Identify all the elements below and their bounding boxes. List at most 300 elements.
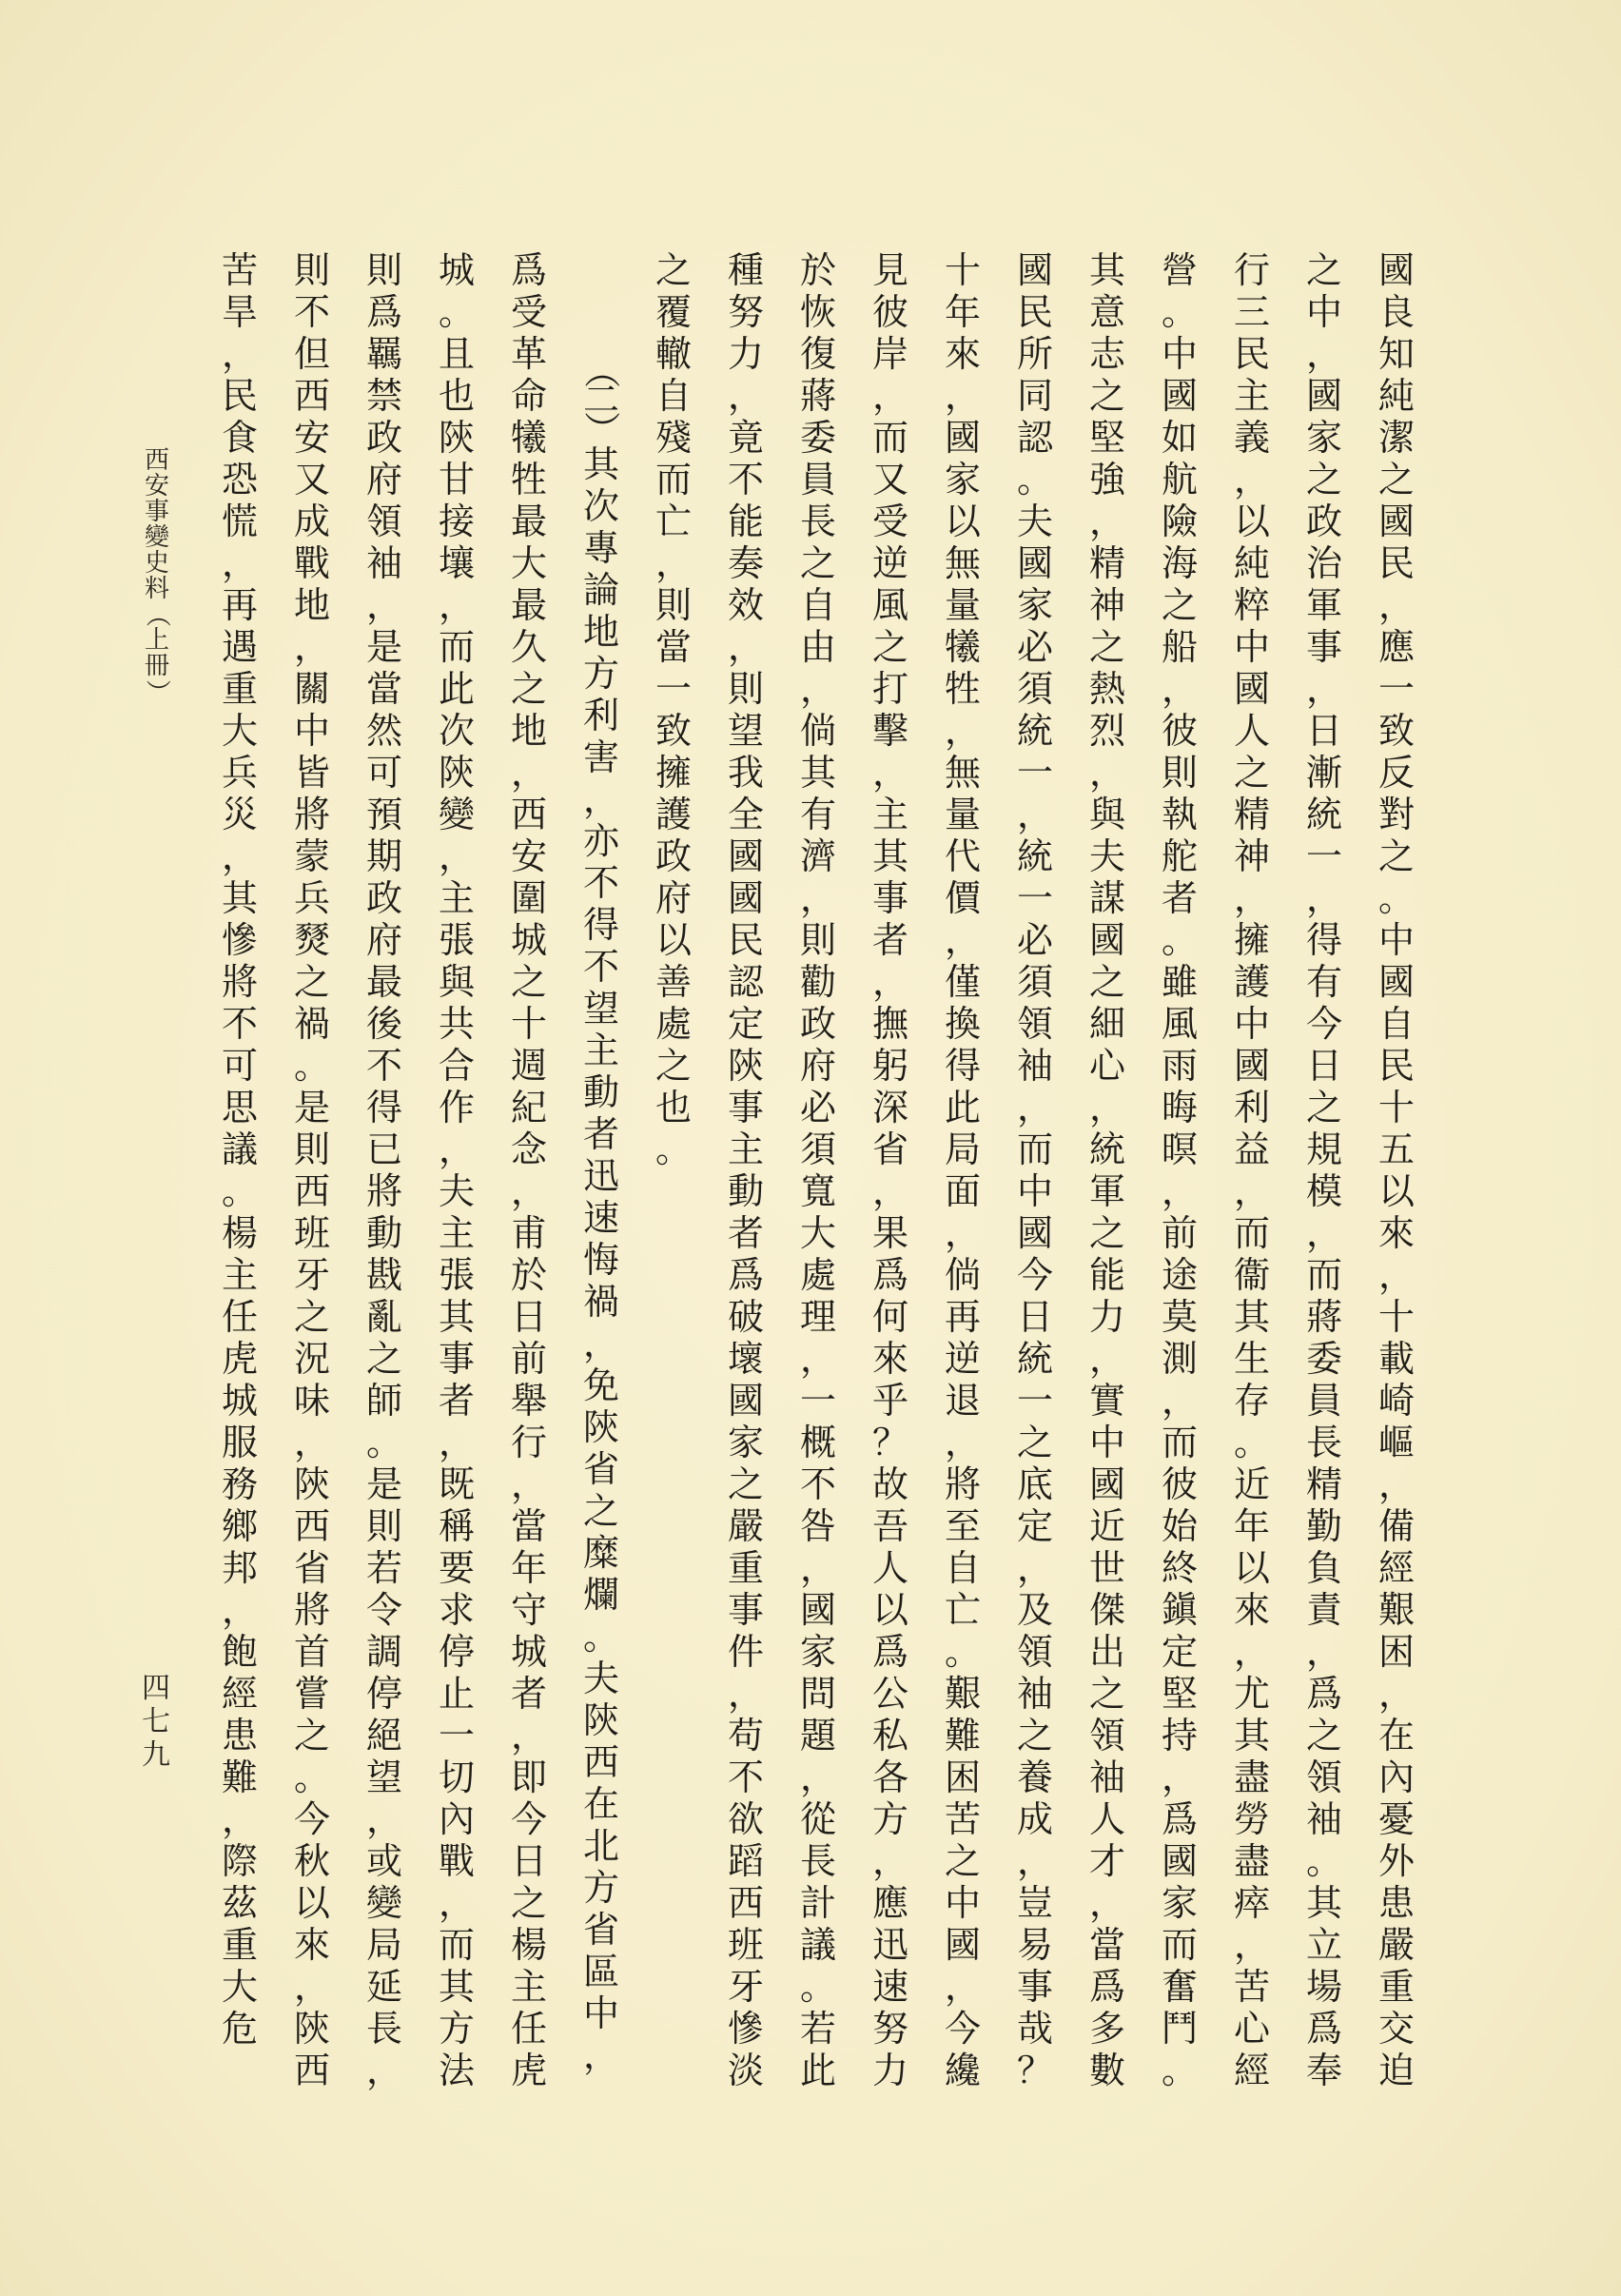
character: 須 — [1016, 961, 1053, 1003]
character: 來 — [944, 333, 981, 375]
character: 大 — [510, 542, 547, 584]
punctuation-mark: ， — [365, 584, 402, 626]
character: 效 — [727, 584, 764, 626]
text-column — [1231, 249, 1273, 2091]
character: 得 — [944, 1045, 981, 1087]
page-number — [140, 1672, 172, 1772]
character: 戰 — [438, 1840, 475, 1882]
character: 自 — [654, 375, 692, 417]
character: 員 — [799, 459, 836, 500]
punctuation-mark: ， — [944, 710, 981, 752]
character: 則 — [365, 249, 402, 291]
character: 令 — [365, 1589, 402, 1631]
punctuation-mark: ， — [510, 752, 547, 794]
character: 民 — [1377, 1045, 1415, 1087]
character: 認 — [727, 961, 764, 1003]
character: 在 — [1377, 1715, 1415, 1756]
character: 則 — [654, 584, 692, 626]
character: 種 — [727, 249, 764, 291]
character: 蒙 — [293, 835, 330, 877]
character: 戰 — [293, 542, 330, 584]
character: 最 — [510, 584, 547, 626]
character: 長 — [1305, 1422, 1342, 1463]
character: 轍 — [654, 333, 692, 375]
character: 數 — [1088, 2050, 1125, 2091]
punctuation-mark: ？ — [871, 1422, 908, 1463]
character: 主 — [438, 1212, 475, 1254]
punctuation-mark: 。 — [944, 1631, 981, 1673]
character: 強 — [1088, 459, 1125, 500]
character: 陝 — [438, 417, 475, 459]
character: 義 — [1233, 417, 1270, 459]
character: 中 — [1233, 626, 1270, 668]
character: 則 — [293, 1128, 330, 1170]
character: 困 — [1377, 1631, 1415, 1673]
character: 逆 — [944, 1338, 981, 1380]
character: 載 — [1377, 1338, 1415, 1380]
character: 夫 — [438, 1170, 475, 1212]
character: 次 — [582, 485, 619, 527]
character: 之 — [510, 668, 547, 710]
character: 退 — [944, 1380, 981, 1422]
character: 紀 — [510, 1087, 547, 1128]
punctuation-mark: ， — [582, 778, 619, 820]
character: 可 — [221, 1045, 258, 1087]
character: 鄉 — [221, 1505, 258, 1547]
character: 次 — [438, 710, 475, 752]
punctuation-mark: ， — [438, 1128, 475, 1170]
character: 嘗 — [293, 1673, 330, 1715]
character: 蔣 — [799, 375, 836, 417]
character: 守 — [510, 1589, 547, 1631]
character: 經 — [1377, 1547, 1415, 1589]
character: 漸 — [1305, 752, 1342, 794]
character: 府 — [799, 1045, 836, 1087]
character: 致 — [1377, 710, 1415, 752]
character: 最 — [365, 961, 402, 1003]
character: 來 — [293, 1924, 330, 1966]
character: 動 — [582, 1071, 619, 1113]
character: ） — [579, 410, 622, 447]
character: 家 — [727, 1422, 764, 1463]
character: 九 — [142, 1737, 170, 1772]
character: 嚴 — [1377, 1924, 1415, 1966]
character: 革 — [510, 333, 547, 375]
character: 議 — [799, 1924, 836, 1966]
character: 存 — [1233, 1380, 1270, 1422]
character: 內 — [1377, 1756, 1415, 1798]
character: 務 — [221, 1463, 258, 1505]
character: 一 — [1377, 668, 1415, 710]
character: 不 — [727, 1756, 764, 1798]
character: 行 — [510, 1422, 547, 1463]
character: 其 — [438, 1966, 475, 2008]
character: 竟 — [727, 417, 764, 459]
character: 努 — [871, 2008, 908, 2050]
character: 其 — [799, 752, 836, 794]
character: 今 — [1016, 1254, 1053, 1296]
character: 國 — [799, 1589, 836, 1631]
character: 有 — [799, 794, 836, 835]
character: 牙 — [727, 1966, 764, 2008]
character: 覆 — [654, 291, 692, 333]
text-column — [363, 249, 405, 2091]
character: 底 — [1016, 1463, 1053, 1505]
character: 之 — [1377, 835, 1415, 877]
character: 將 — [365, 1170, 402, 1212]
character: 日 — [1305, 710, 1342, 752]
character: 場 — [1305, 1966, 1342, 2008]
character: 議 — [221, 1128, 258, 1170]
character: 爲 — [1161, 1798, 1198, 1840]
character: 此 — [799, 2050, 836, 2091]
character: 主 — [871, 794, 908, 835]
character: 擊 — [871, 710, 908, 752]
character: 夫 — [1088, 835, 1125, 877]
character: 統 — [1016, 710, 1053, 752]
punctuation-mark: ， — [1233, 1631, 1270, 1673]
punctuation-mark: ， — [510, 1463, 547, 1505]
punctuation-mark: ， — [1305, 1212, 1342, 1254]
character: 袖 — [365, 542, 402, 584]
character: 望 — [365, 1756, 402, 1798]
character: 瘁 — [1233, 1882, 1270, 1924]
character: 主 — [1233, 375, 1270, 417]
punctuation-mark: 。 — [293, 1756, 330, 1798]
punctuation-mark: ， — [438, 835, 475, 877]
character: 十 — [944, 249, 981, 291]
character: 今 — [293, 1798, 330, 1840]
character: 迫 — [1377, 2050, 1415, 2091]
punctuation-mark: ， — [1233, 1170, 1270, 1212]
character: 出 — [1088, 1631, 1125, 1673]
character: 國 — [1161, 375, 1198, 417]
character: 經 — [221, 1673, 258, 1715]
text-column — [436, 249, 478, 2091]
character: 國 — [727, 877, 764, 919]
character: 盡 — [1233, 1840, 1270, 1882]
punctuation-mark: 。 — [365, 1422, 402, 1463]
character: 地 — [510, 710, 547, 752]
character: 不 — [582, 862, 619, 904]
character: 旱 — [221, 291, 258, 333]
character: 西 — [293, 375, 330, 417]
character: 而 — [1305, 1254, 1342, 1296]
character: 中 — [1088, 1422, 1125, 1463]
character: 堅 — [1161, 1673, 1198, 1715]
character: 鬥 — [1161, 2008, 1198, 2050]
character: 以 — [1233, 1547, 1270, 1589]
punctuation-mark: ， — [1088, 1882, 1125, 1924]
character: 府 — [654, 877, 692, 919]
character: 當 — [510, 1505, 547, 1547]
character: 不 — [293, 291, 330, 333]
punctuation-mark: ， — [1305, 1631, 1342, 1673]
character: 無 — [944, 542, 981, 584]
character: 論 — [582, 569, 619, 611]
character: 一 — [654, 668, 692, 710]
character: 迅 — [582, 1155, 619, 1197]
character: 險 — [1161, 500, 1198, 542]
character: 長 — [799, 1840, 836, 1882]
text-column-section-heading — [579, 351, 622, 2076]
character: 躬 — [871, 1045, 908, 1087]
character: 執 — [1161, 794, 1198, 835]
character: 國 — [1305, 375, 1342, 417]
character: 之 — [510, 1882, 547, 1924]
character: 爲 — [727, 1254, 764, 1296]
character: 一 — [1305, 835, 1342, 877]
character: 甘 — [438, 459, 475, 500]
character: 自 — [944, 1547, 981, 1589]
character: 中 — [293, 710, 330, 752]
character: 動 — [365, 1212, 402, 1254]
character: 者 — [1161, 877, 1198, 919]
character: 也 — [654, 1087, 692, 1128]
character: 方 — [582, 1867, 619, 1909]
character: 飽 — [221, 1631, 258, 1673]
character: 者 — [582, 1113, 619, 1155]
character: 領 — [1088, 1715, 1125, 1756]
character: 擁 — [1233, 919, 1270, 961]
character: 得 — [582, 904, 619, 946]
character: 寬 — [799, 1170, 836, 1212]
punctuation-mark: ， — [944, 375, 981, 417]
character: 日 — [510, 1840, 547, 1882]
character: 精 — [1233, 794, 1270, 835]
character: 應 — [1377, 626, 1415, 668]
character: 從 — [799, 1798, 836, 1840]
punctuation-mark: 。 — [654, 1128, 692, 1170]
character: 而 — [654, 459, 692, 500]
character: 中 — [1016, 1170, 1053, 1212]
character: 恢 — [799, 291, 836, 333]
character: 政 — [1305, 500, 1342, 542]
character: 不 — [799, 1463, 836, 1505]
character: 責 — [1305, 1589, 1342, 1631]
character: 十 — [510, 1003, 547, 1045]
character: 軍 — [1305, 584, 1342, 626]
character: 定 — [1016, 1505, 1053, 1547]
character: 牙 — [293, 1254, 330, 1296]
character: 此 — [438, 668, 475, 710]
character: 動 — [727, 1170, 764, 1212]
character: 遇 — [221, 626, 258, 668]
character: 當 — [365, 668, 402, 710]
character: 變 — [144, 522, 169, 552]
punctuation-mark: ， — [221, 1798, 258, 1840]
character: 爲 — [1305, 2008, 1342, 2050]
character: 是 — [365, 1463, 402, 1505]
character: 兵 — [293, 877, 330, 919]
character: 皆 — [293, 752, 330, 794]
character: 首 — [293, 1631, 330, 1673]
character: 民 — [727, 919, 764, 961]
character: 其 — [438, 1296, 475, 1338]
character: 專 — [582, 527, 619, 569]
character: 此 — [944, 1087, 981, 1128]
character: 城 — [510, 1631, 547, 1673]
character: 重 — [1377, 1966, 1415, 2008]
punctuation-mark: ， — [944, 1422, 981, 1463]
character: 須 — [799, 1128, 836, 1170]
character: 以 — [1377, 1170, 1415, 1212]
character: 治 — [1305, 542, 1342, 584]
character: 模 — [1305, 1170, 1342, 1212]
character: 致 — [654, 710, 692, 752]
character: 故 — [871, 1463, 908, 1505]
character: 地 — [293, 584, 330, 626]
character: 處 — [654, 1003, 692, 1045]
character: 來 — [871, 1338, 908, 1380]
punctuation-mark: ？ — [1016, 2050, 1053, 2091]
character: 主 — [221, 1254, 258, 1296]
punctuation-mark: ， — [221, 542, 258, 584]
character: 之 — [365, 1338, 402, 1380]
character: 多 — [1088, 2008, 1125, 2050]
character: 絕 — [365, 1715, 402, 1756]
character: 班 — [293, 1212, 330, 1254]
character: 須 — [1016, 668, 1053, 710]
character: 週 — [510, 1045, 547, 1087]
character: 而 — [438, 1924, 475, 1966]
character: 統 — [1305, 794, 1342, 835]
character: 之 — [1305, 1087, 1342, 1128]
character: 主 — [438, 877, 475, 919]
character: 同 — [1016, 375, 1053, 417]
character: 潔 — [1377, 417, 1415, 459]
character: 國 — [944, 417, 981, 459]
punctuation-mark: 。 — [1305, 1840, 1342, 1882]
character: 當 — [1088, 1924, 1125, 1966]
character: 大 — [221, 710, 258, 752]
character: 內 — [438, 1798, 475, 1840]
character: 定 — [727, 1003, 764, 1045]
character: 護 — [654, 794, 692, 835]
punctuation-mark: ， — [944, 919, 981, 961]
character: 袖 — [1305, 1798, 1342, 1840]
character: 蹈 — [727, 1840, 764, 1882]
character: 利 — [1233, 1087, 1270, 1128]
character: 地 — [582, 611, 619, 653]
text-column — [508, 249, 550, 2091]
character: 規 — [1305, 1128, 1342, 1170]
character: 護 — [1233, 961, 1270, 1003]
character: 交 — [1377, 2008, 1415, 2050]
character: 政 — [365, 417, 402, 459]
character: 夫 — [1016, 500, 1053, 542]
character: 經 — [1233, 2050, 1270, 2091]
punctuation-mark: 。 — [1233, 1422, 1270, 1463]
character: 可 — [365, 752, 402, 794]
character: 其 — [582, 443, 619, 485]
punctuation-mark: 。 — [582, 1616, 619, 1658]
character: 冊 — [144, 651, 169, 680]
punctuation-mark: 。 — [1161, 919, 1198, 961]
character: 前 — [510, 1338, 547, 1380]
punctuation-mark: ， — [871, 1170, 908, 1212]
character: 利 — [582, 695, 619, 736]
character: 之 — [1161, 584, 1198, 626]
character: 陝 — [582, 1699, 619, 1741]
character: 接 — [438, 500, 475, 542]
character: 中 — [1377, 919, 1415, 961]
punctuation-mark: ， — [727, 375, 764, 417]
character: 豈 — [1016, 1882, 1053, 1924]
character: 領 — [1305, 1756, 1342, 1798]
character: 易 — [1016, 1924, 1053, 1966]
character: 私 — [871, 1715, 908, 1756]
character: 其 — [871, 835, 908, 877]
punctuation-mark: ， — [1305, 877, 1342, 919]
running-book-title — [142, 447, 172, 704]
character: 國 — [944, 1924, 981, 1966]
character: 西 — [582, 1741, 619, 1783]
character: 至 — [944, 1505, 981, 1547]
character: 速 — [871, 1966, 908, 2008]
character: 與 — [438, 961, 475, 1003]
character: 纔 — [944, 2050, 981, 2091]
character: 日 — [1305, 1045, 1342, 1087]
character: 既 — [438, 1463, 475, 1505]
character: 逆 — [871, 542, 908, 584]
character: 事 — [1305, 626, 1342, 668]
text-column-paragraph-end — [653, 249, 694, 1170]
character: 之 — [1088, 1212, 1125, 1254]
character: 之 — [510, 961, 547, 1003]
character: 乎 — [871, 1380, 908, 1422]
punctuation-mark: ， — [1016, 794, 1053, 835]
text-column — [1086, 249, 1128, 2091]
character: 期 — [365, 835, 402, 877]
character: 益 — [1233, 1128, 1270, 1170]
character: 蔣 — [1305, 1296, 1342, 1338]
character: 彼 — [1161, 710, 1198, 752]
character: 僅 — [944, 961, 981, 1003]
character: 國 — [1233, 1045, 1270, 1087]
character: 始 — [1161, 1505, 1198, 1547]
character: 能 — [1088, 1254, 1125, 1296]
punctuation-mark: ， — [871, 961, 908, 1003]
text-column — [942, 249, 984, 2091]
character: 害 — [582, 736, 619, 778]
punctuation-mark: ， — [293, 1422, 330, 1463]
character: 途 — [1161, 1254, 1198, 1296]
character: 必 — [1016, 626, 1053, 668]
character: 海 — [1161, 542, 1198, 584]
character: 城 — [438, 249, 475, 291]
character: 備 — [1377, 1505, 1415, 1547]
character: 壞 — [727, 1338, 764, 1380]
character: 之 — [293, 1715, 330, 1756]
punctuation-mark: ， — [1233, 877, 1270, 919]
character: 委 — [1305, 1338, 1342, 1380]
character: 殘 — [654, 417, 692, 459]
character: 者 — [510, 1673, 547, 1715]
character: 稱 — [438, 1505, 475, 1547]
character: 重 — [221, 668, 258, 710]
character: 神 — [1233, 835, 1270, 877]
character: 之 — [1377, 459, 1415, 500]
character: 彼 — [871, 291, 908, 333]
character: 之 — [1088, 1673, 1125, 1715]
character: 努 — [727, 291, 764, 333]
punctuation-mark: ， — [1377, 1463, 1415, 1505]
character: 止 — [438, 1673, 475, 1715]
character: 來 — [1377, 1212, 1415, 1254]
character: 奏 — [727, 542, 764, 584]
character: 作 — [438, 1087, 475, 1128]
